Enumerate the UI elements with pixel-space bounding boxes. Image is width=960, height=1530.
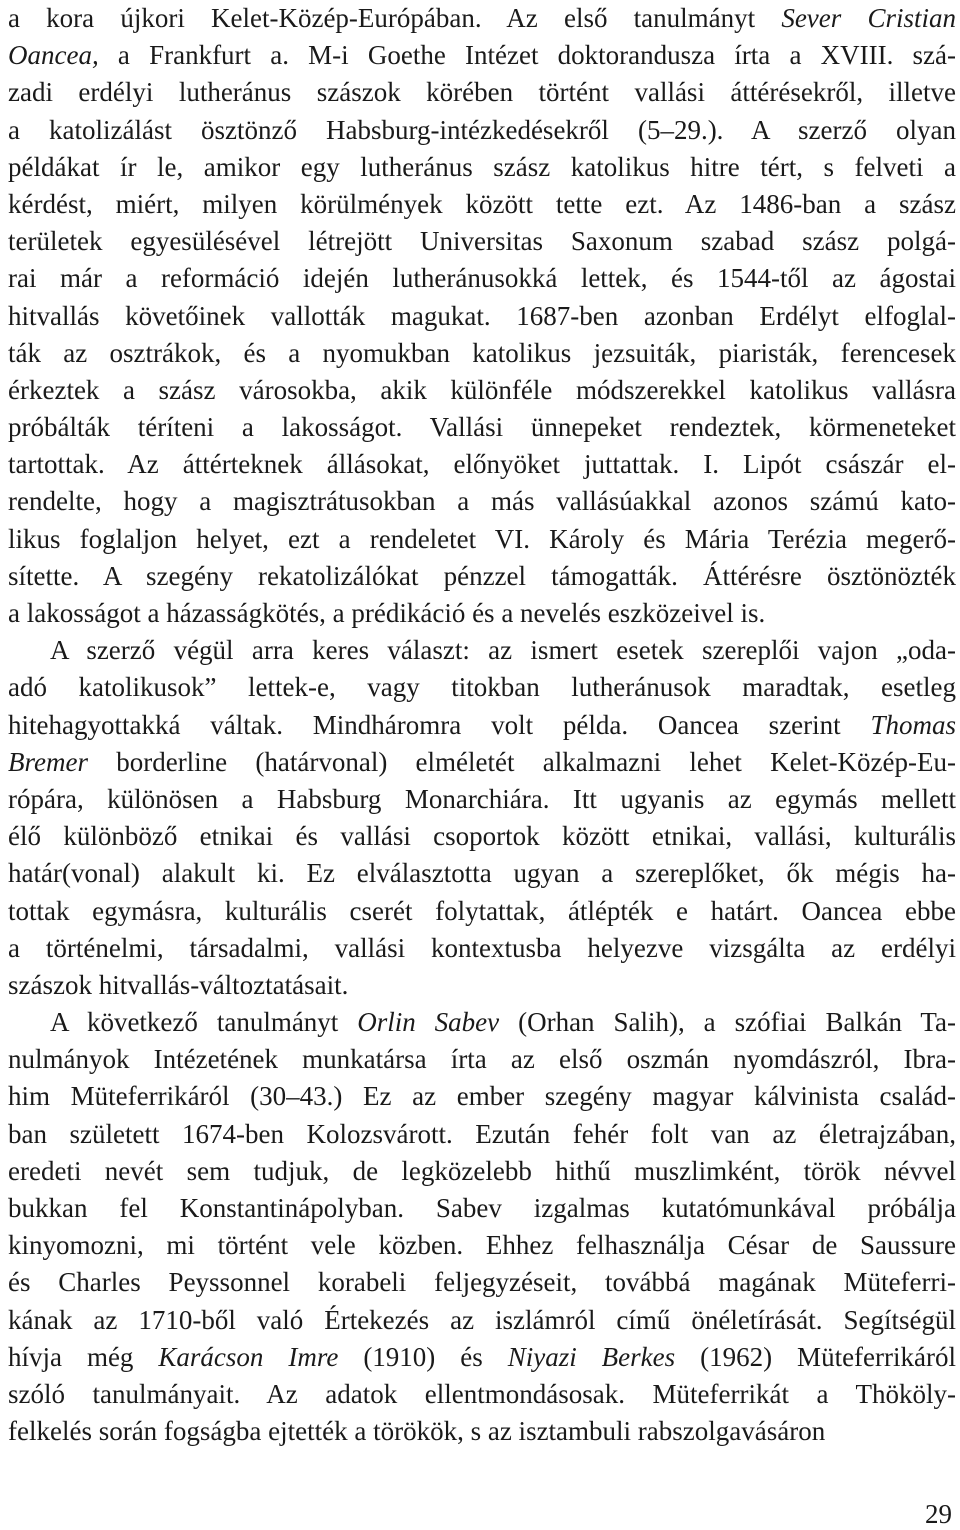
text-line — [8, 558, 956, 595]
italic-name: Niyazi Berkes — [507, 1341, 676, 1372]
text-segment: a Frankfurt a. M-i Goethe Intézet doktorandusza írta a XVIII. szá- — [98, 40, 956, 71]
text-segment: likus foglaljon helyet, ezt a rendeletet VI. Károly és Mária Terézia megerő- — [8, 523, 956, 554]
text-line — [8, 1190, 956, 1227]
text-segment: szóló tanulmányait. Az adatok ellentmondásosak. Müteferrikát a Thököly- — [8, 1378, 956, 1409]
text-segment: a lakosságot a házasságkötés, a prédikáció és a nevelés eszközeivel is. — [8, 598, 766, 628]
text-segment: szászok hitvallás-változtatásait. — [8, 969, 349, 1000]
text-line — [8, 335, 956, 372]
text-segment: kinyomozni, mi történt vele közben. Ehhez felhasználja César de Saussure — [8, 1230, 956, 1261]
text-line — [8, 74, 956, 111]
text-line — [8, 112, 956, 149]
text-segment: adó katolikusok” lettek-e, vagy titokban lutheránusok maradtak, esetleg — [8, 672, 956, 703]
text-line — [8, 0, 956, 37]
text-line — [8, 149, 956, 186]
text-segment: érkeztek a szász városokba, akik különféle módszerekkel katolikus vallásra — [8, 374, 956, 405]
text-segment: rópára, különösen a Habsburg Monarchiára. Itt ugyanis az egymás mellett — [8, 783, 956, 814]
text-line — [8, 298, 956, 335]
text-segment: próbálták téríteni a lakosságot. Vallási ünnepeket rendeztek, körmeneteket — [8, 412, 956, 443]
text-line — [8, 483, 956, 520]
text-line — [8, 186, 956, 223]
page-number: 29 — [925, 1499, 952, 1529]
text-segment: példákat ír le, amikor egy lutheránus szász katolikus hitre tért, s felveti a — [8, 151, 956, 182]
text-segment: him Müteferrikáról (30–43.) Ez az ember szegény magyar kálvinista család- — [8, 1081, 956, 1112]
italic-name: Orlin Sabev — [357, 1007, 500, 1038]
text-line — [8, 669, 956, 706]
text-line — [8, 1078, 956, 1115]
text-segment: (Orhan Salih), a szófiai Balkán Ta- — [499, 1007, 956, 1038]
text-segment: bukkan fel Konstantinápolyban. Sabev izgalmas kutatómunkával próbálja — [8, 1193, 956, 1223]
text-segment: területek egyesülésével létrejött Universitas Saxonum szabad szász polgá- — [8, 226, 956, 257]
text-segment: tottak egymásra, kulturális cserét folytattak, átlépték e határt. Oancea ebbe — [8, 895, 956, 926]
text-segment: rai már a reformáció idején lutheránusokká lettek, és 1544-től az ágostai — [8, 263, 956, 294]
italic-name: Karácson Imre — [158, 1341, 339, 1372]
text-line — [8, 744, 956, 781]
text-line — [8, 781, 956, 818]
text-segment: határ(vonal) alakult ki. Ez elválasztotta ugyan a szereplőket, ők mégis ha- — [8, 858, 956, 889]
text-segment: és Charles Peyssonnel korabeli feljegyzéseit, továbbá magának Müteferri- — [8, 1267, 956, 1298]
text-line — [8, 1302, 956, 1339]
document-page — [8, 0, 956, 1450]
text-line — [8, 372, 956, 409]
text-line — [8, 1339, 956, 1376]
text-segment: a történelmi, társadalmi, vallási kontextusba helyezve vizsgálta az erdélyi — [8, 932, 956, 963]
text-line — [8, 409, 956, 446]
text-line — [8, 1153, 956, 1190]
text-line — [8, 1116, 956, 1153]
body-text — [8, 0, 956, 1450]
text-line — [8, 260, 956, 297]
text-segment: rendelte, hogy a magisztrátusokban a más vallásúakkal azonos számú kato- — [8, 486, 956, 517]
italic-name: Thomas — [870, 709, 956, 740]
text-line — [8, 595, 956, 632]
text-line — [8, 818, 956, 855]
text-line — [8, 1413, 956, 1450]
text-segment: (1910) és — [338, 1341, 508, 1372]
text-segment: ban született 1674-ben Kolozsvárott. Ezután fehér folt van az életrajzában, — [8, 1118, 956, 1149]
text-segment: nulmányok Intézetének munkatársa írta az első oszmán nyomdászról, Ibra- — [8, 1044, 956, 1075]
text-line — [8, 1264, 956, 1301]
text-segment: A szerző végül arra keres választ: az ismert esetek szereplői vajon „oda- — [50, 635, 956, 666]
text-line — [8, 1376, 956, 1413]
text-segment: eredeti nevét sem tudjuk, de legközelebb hithű muszlimként, török névvel — [8, 1155, 956, 1186]
text-line — [8, 1041, 956, 1078]
text-segment: a kora újkori Kelet-Közép-Európában. Az első tanulmányt — [8, 3, 782, 33]
text-segment: ták az osztrákok, és a nyomukban katolikus jezsuiták, piaristák, ferencesek — [8, 337, 956, 368]
text-segment: felkelés során fogságba ejtették a törökök, s az isztambuli rabszolgavásáron — [8, 1416, 826, 1447]
text-segment: hitvallás követőinek vallották magukat. 1687-ben azonban Erdélyt elfoglal- — [8, 300, 956, 331]
text-segment: kának az 1710-ből való Értekezés az iszlámról című önéletírását. Segítségül — [8, 1304, 956, 1335]
text-line — [8, 37, 956, 74]
text-segment: hitehagyottakká váltak. Mindháromra volt példa. Oancea szerint — [8, 709, 871, 740]
text-line — [8, 1227, 956, 1264]
text-line — [8, 707, 956, 744]
text-segment: élő különböző etnikai és vallási csoportok között etnikai, vallási, kulturális — [8, 821, 956, 852]
text-line — [8, 446, 956, 483]
text-segment: a katolizálást ösztönző Habsburg-intézkedésekről (5–29.). A szerző olyan — [8, 114, 956, 145]
text-segment: hívja még — [8, 1341, 159, 1372]
text-line — [8, 1004, 956, 1041]
italic-name: Sever Cristian — [781, 3, 956, 33]
italic-name: Oancea, — [8, 40, 99, 71]
text-line — [8, 967, 956, 1004]
text-line — [8, 223, 956, 260]
text-segment: tartottak. Az áttérteknek állásokat, előnyöket juttattak. I. Lipót császár el- — [8, 449, 956, 480]
text-line — [8, 855, 956, 892]
text-segment: borderline (határvonal) elméletét alkalmazni lehet Kelet-Közép-Eu- — [87, 746, 956, 777]
text-line — [8, 632, 956, 669]
text-line — [8, 893, 956, 930]
text-segment: kérdést, miért, milyen körülmények között tette ezt. Az 1486-ban a szász — [8, 188, 956, 219]
text-segment: sítette. A szegény rekatolizálókat pénzzel támogatták. Áttérésre ösztönözték — [8, 560, 956, 591]
text-line — [8, 930, 956, 967]
text-segment: zadi erdélyi lutheránus szászok körében történt vallási áttérésekről, illetve — [8, 77, 956, 108]
italic-name: Bremer — [8, 746, 88, 777]
text-segment: A következő tanulmányt — [50, 1007, 358, 1038]
text-line — [8, 521, 956, 558]
text-segment: (1962) Müteferrikáról — [675, 1341, 956, 1372]
